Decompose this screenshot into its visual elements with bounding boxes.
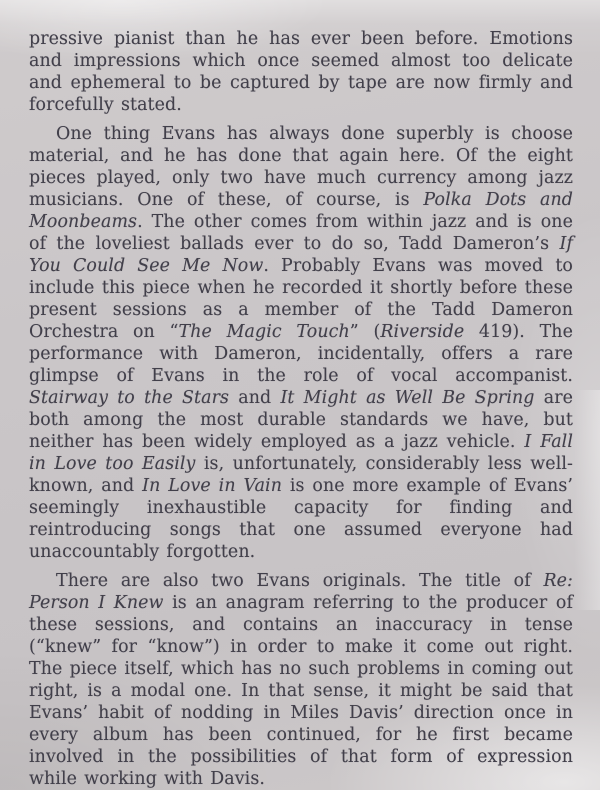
text-segment: and xyxy=(229,388,281,408)
text-segment: is one more example of Evans’ seemingly inexhaustible capacity for finding and reintroducing songs that one assumed everyone had unaccountably forgotten. xyxy=(29,476,573,562)
italic-title-segment: If You Could See Me Now xyxy=(29,234,573,276)
text-segment: There are also two Evans originals. The title of xyxy=(56,571,544,591)
text-segment: is an anagram referring to the producer of these sessions, and contains an inaccuracy in tense (“knew” for “know”) in order to make it come out right. The piece itself, which has no such problems in coming out right, is a modal one. In that sense, it might be said that Evans’ habit of nodding in Miles Davis’ direction once in every album has been continued, for he first became involved in the possibilities of that form of expression while working with Davis. xyxy=(29,593,573,789)
italic-title-segment: Riverside xyxy=(380,322,465,342)
text-segment: are both among the most durable standards we have, but neither has been widely employed as a jazz vehicle. xyxy=(29,388,573,452)
text-segment: is, unfortunately, considerably less well-known, and xyxy=(29,454,573,496)
italic-title-segment: Stairway to the Stars xyxy=(29,388,230,408)
italic-title-segment: The Magic Touch xyxy=(178,322,350,342)
italic-title-segment: It Might as Well Be Spring xyxy=(280,388,535,408)
text-segment: . The other comes from within jazz and is one of the loveliest ballads ever to do so, Tadd Dameron’s xyxy=(29,212,573,254)
italic-title-segment: Re: Person I Knew xyxy=(29,571,573,613)
text-segment: ” ( xyxy=(349,322,381,342)
italic-title-segment: In Love in Vain xyxy=(142,476,283,496)
paragraph xyxy=(29,28,573,116)
text-segment: pressive pianist than he has ever been before. Emotions and impressions which once seemed almost too delicate and ephemeral to be captured by tape are now firmly and forcefully stated. xyxy=(29,29,573,115)
paragraph xyxy=(29,123,573,563)
plastic-glare-streak xyxy=(574,390,600,610)
liner-notes-text-column xyxy=(29,28,573,790)
text-segment: . Probably Evans was moved to include this piece when he recorded it shortly before these present sessions as a member of the Tadd Dameron Orchestra on “ xyxy=(29,256,573,342)
paragraph xyxy=(29,570,573,790)
text-segment: 419). The performance with Dameron, incidentally, offers a rare glimpse of Evans in the role of vocal accompanist. xyxy=(29,322,573,386)
italic-title-segment: Polka Dots and Moonbeams xyxy=(29,190,574,232)
italic-title-segment: I Fall in Love too Easily xyxy=(29,432,573,474)
text-segment: One thing Evans has always done superbly is choose material, and he has done that again here. Of the eight pieces played, only two have much currency among jazz musicians. One of these, of course, is xyxy=(29,124,573,210)
